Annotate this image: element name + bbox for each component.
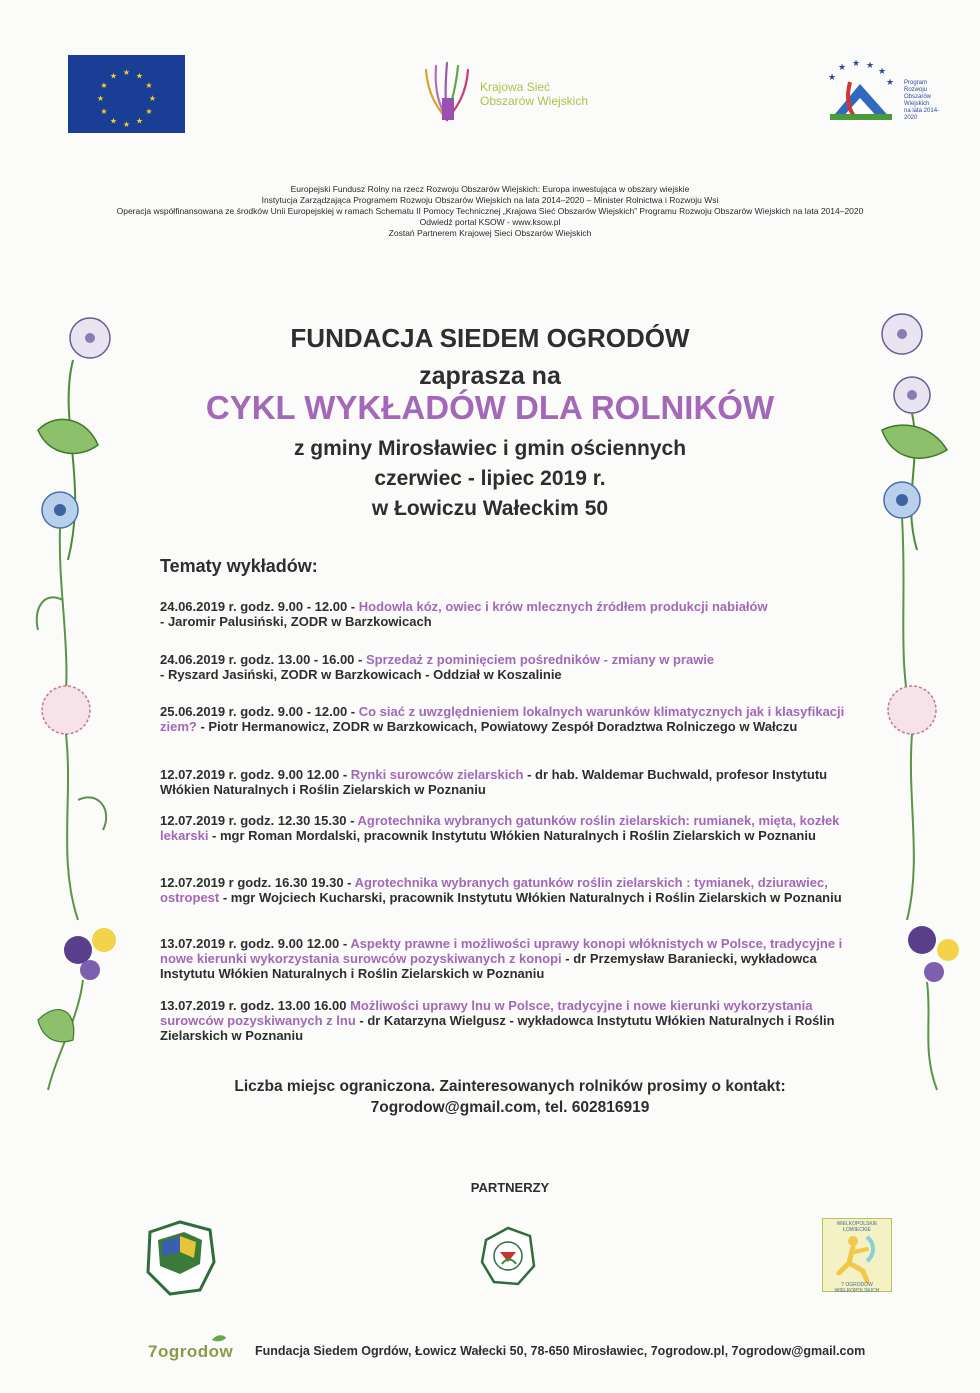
svg-text:★: ★: [96, 94, 105, 103]
lecture-item: [160, 652, 860, 682]
svg-text:★: ★: [877, 67, 887, 77]
partner-logo-zodr: [478, 1222, 540, 1290]
floral-border-left: [18, 300, 128, 1100]
lecture-topic: Rynki surowców zielarskich: [350, 767, 524, 782]
svg-text:★: ★: [122, 68, 131, 77]
lecture-topic: Agrotechnika wybranych gatunków roślin zielarskich: rumianek, mięta, kozłek lekarski: [160, 813, 840, 843]
lecture-time: 24.06.2019 r. godz. 9.00 - 12.00 -: [160, 599, 359, 614]
svg-text:★: ★: [827, 73, 837, 83]
ksow-line1: Krajowa Sieć: [480, 80, 551, 94]
organization-name: FUNDACJA SIEDEM OGRODÓW: [290, 323, 690, 353]
lecture-time: 13.07.2019 r. godz. 13.00 16.00: [160, 998, 351, 1013]
svg-text:★: ★: [145, 107, 153, 116]
prow-line3: Obszarów: [904, 94, 932, 100]
funding-line: Europejski Fundusz Rolny na rzecz Rozwoju Obszarów Wiejskich: Europa inwestująca w obszary wiejskie: [290, 184, 690, 194]
prow-emblem-icon: [820, 58, 900, 124]
valerian-flower-icon: [888, 686, 936, 920]
lecture-topic: Sprzedaż z pominięciem pośredników - zmiany w prawie: [365, 652, 715, 667]
pansy-flower-icon: [908, 926, 959, 1090]
lecture-item: [160, 936, 860, 981]
event-subtitle: [190, 434, 790, 524]
running-figure-icon: [823, 1219, 891, 1291]
lecture-topic: Hodowla kóz, owiec i krów mlecznych źródłem produkcji nabiałów: [358, 599, 768, 614]
invite-text: zaprasza na: [419, 362, 561, 390]
svg-text:★: ★: [148, 94, 157, 103]
lecture-topic: Aspekty prawne i możliwości uprawy konopi włóknistych w Polsce, tradycyjne i nowe kierunki wykorzystania surowców pozyskiwanych z konopi: [160, 936, 843, 966]
prow-line4: Wiejskich: [904, 101, 930, 107]
valerian-flower-icon: [42, 686, 106, 920]
event-dates: czerwiec - lipiec 2019 r.: [374, 467, 606, 490]
ksow-tree-icon: [418, 58, 476, 128]
funding-line: Operacja współfinansowana ze środków Unii Europejskiej w ramach Schematu II Pomocy Technicznej „Krajowa Sieć Obszarów Wiejskich” Programu Rozwoju Obszarów Wiejskich na lata 2014–2020: [116, 206, 864, 216]
contact-details: 7ogrodow@gmail.com, tel. 602816919: [370, 1099, 650, 1116]
contact-info: [160, 1076, 860, 1118]
funding-line: Instytucja Zarządzająca Programem Rozwoju Obszarów Wiejskich na lata 2014–2020 – Minister Rolnictwa i Rozwoju Wsi: [261, 195, 719, 205]
lecture-item: [160, 875, 860, 905]
svg-text:★: ★: [135, 71, 144, 81]
lecture-item: [160, 998, 860, 1043]
lecture-time: 24.06.2019 r. godz. 13.00 - 16.00 -: [160, 652, 366, 667]
prow-line1: Program: [904, 80, 928, 86]
svg-text:★: ★: [865, 61, 875, 71]
lecture-time: 12.07.2019 r. godz. 12.30 15.30 -: [160, 813, 358, 828]
svg-text:★: ★: [100, 107, 108, 116]
partner-logo-map: [140, 1212, 220, 1297]
lecture-item: [160, 767, 860, 797]
lecture-speaker: - dr hab. Waldemar Buchwald, profesor Instytutu Włókien Naturalnych i Roślin Zielarskich w Poznaniu: [160, 767, 828, 797]
lecture-item: [160, 704, 860, 734]
partner-logo-wielkopolska: [822, 1218, 892, 1292]
svg-text:★: ★: [851, 59, 861, 69]
event-title: CYKL WYKŁADÓW DLA ROLNIKÓW: [205, 389, 775, 426]
prow-line2: Rozwoju: [904, 87, 928, 93]
lecture-speaker: - Ryszard Jasiński, ZODR w Barzkowicach - Oddział w Koszalinie: [160, 667, 562, 682]
lecture-speaker: - mgr Wojciech Kucharski, pracownik Instytutu Włókien Naturalnych i Roślin Zielarskich w Poznaniu: [219, 890, 842, 905]
ksow-logo: [418, 58, 618, 130]
footer-logo: [138, 1332, 234, 1364]
lecture-time: 25.06.2019 r. godz. 9.00 - 12.00 -: [160, 704, 359, 719]
lecture-item: [160, 599, 860, 629]
lecture-speaker: - dr Katarzyna Wielgusz - wykładowca Instytutu Włókien Naturalnych i Roślin Zielarskich w Poznaniu: [160, 1013, 835, 1043]
lecture-time: 13.07.2019 r. godz. 9.00 12.00 -: [160, 936, 351, 951]
contact-note: Liczba miejsc ograniczona. Zainteresowanych rolników prosimy o kontakt:: [234, 1078, 786, 1095]
lecture-item: [160, 813, 860, 843]
svg-text:★: ★: [837, 63, 847, 73]
footer-address: Fundacja Siedem Ogrdów, Łowicz Wałecki 50, 78-650 Mirosławiec, 7ogrodow.pl, 7ogrodow@gmail.com: [255, 1344, 866, 1358]
lecture-topic: Możliwości uprawy lnu w Polsce, tradycyjne i nowe kierunki wykorzystania surowców pozyskiwanych z lnu: [160, 998, 813, 1028]
eu-flag-logo: [68, 55, 185, 133]
lecture-speaker: - Jaromir Palusiński, ZODR w Barzkowicach: [160, 614, 432, 629]
partner3-label-bottom: 7 OGRODÓW WIELKOPOLSKICH: [834, 1282, 880, 1294]
prow-line5: na lata 2014-2020: [904, 108, 940, 121]
svg-text:★: ★: [109, 116, 118, 126]
funding-info: [40, 184, 940, 239]
svg-text:★: ★: [145, 81, 153, 90]
ksow-line2: Obszarów Wiejskich: [480, 94, 589, 108]
event-area: z gminy Mirosławiec i gmin ościennych: [293, 437, 687, 460]
lecture-time: 12.07.2019 r godz. 16.30 19.30 -: [160, 875, 355, 890]
lecture-speaker: - Piotr Hermanowicz, ZODR w Barzkowicach, Powiatowy Zespół Doradztwa Rolniczego w Wałczu: [196, 719, 798, 734]
eu-stars-icon: [68, 55, 185, 133]
svg-text:★: ★: [885, 78, 895, 88]
pansy-flower-icon: [38, 928, 116, 1090]
lecture-topic: Agrotechnika wybranych gatunków roślin zielarskich : tymianek, dziurawiec, ostropest: [160, 875, 828, 905]
lecture-speaker: - dr Przemysław Baraniecki, wykładowca Instytutu Włókien Naturalnych i Roślin Zielarskich w Poznaniu: [160, 951, 817, 981]
lecture-time: 12.07.2019 r. godz. 9.00 12.00 -: [160, 767, 351, 782]
funding-line: Odwiedź portal KSOW - www.ksow.pl: [419, 217, 561, 227]
svg-text:★: ★: [135, 116, 144, 126]
floral-border-right: [862, 300, 972, 1100]
svg-text:★: ★: [100, 81, 108, 90]
svg-text:★: ★: [109, 71, 118, 81]
prow-logo: [820, 58, 940, 128]
footer-logo-text: 7ogrodow: [148, 1342, 234, 1361]
svg-text:★: ★: [122, 120, 131, 129]
cornflower-icon: [884, 482, 920, 720]
funding-line: Zostań Partnerem Krajowej Sieci Obszarów Wiejskich: [388, 228, 592, 238]
event-location: w Łowiczu Wałeckim 50: [371, 497, 609, 520]
lecture-speaker: - mgr Roman Mordalski, pracownik Instytutu Włókien Naturalnych i Roślin Zielarskich w Poznaniu: [208, 828, 816, 843]
topics-heading: Tematy wykładów:: [160, 556, 318, 576]
lecture-topic: Co siać z uwzględnieniem lokalnych warunków klimatycznych jak i klasyfikacji ziem?: [160, 704, 845, 734]
partners-heading: PARTNERZY: [470, 1180, 550, 1195]
partner3-label-top: WIELKOPOLSKIE ŁOWIECKIE: [836, 1221, 878, 1233]
